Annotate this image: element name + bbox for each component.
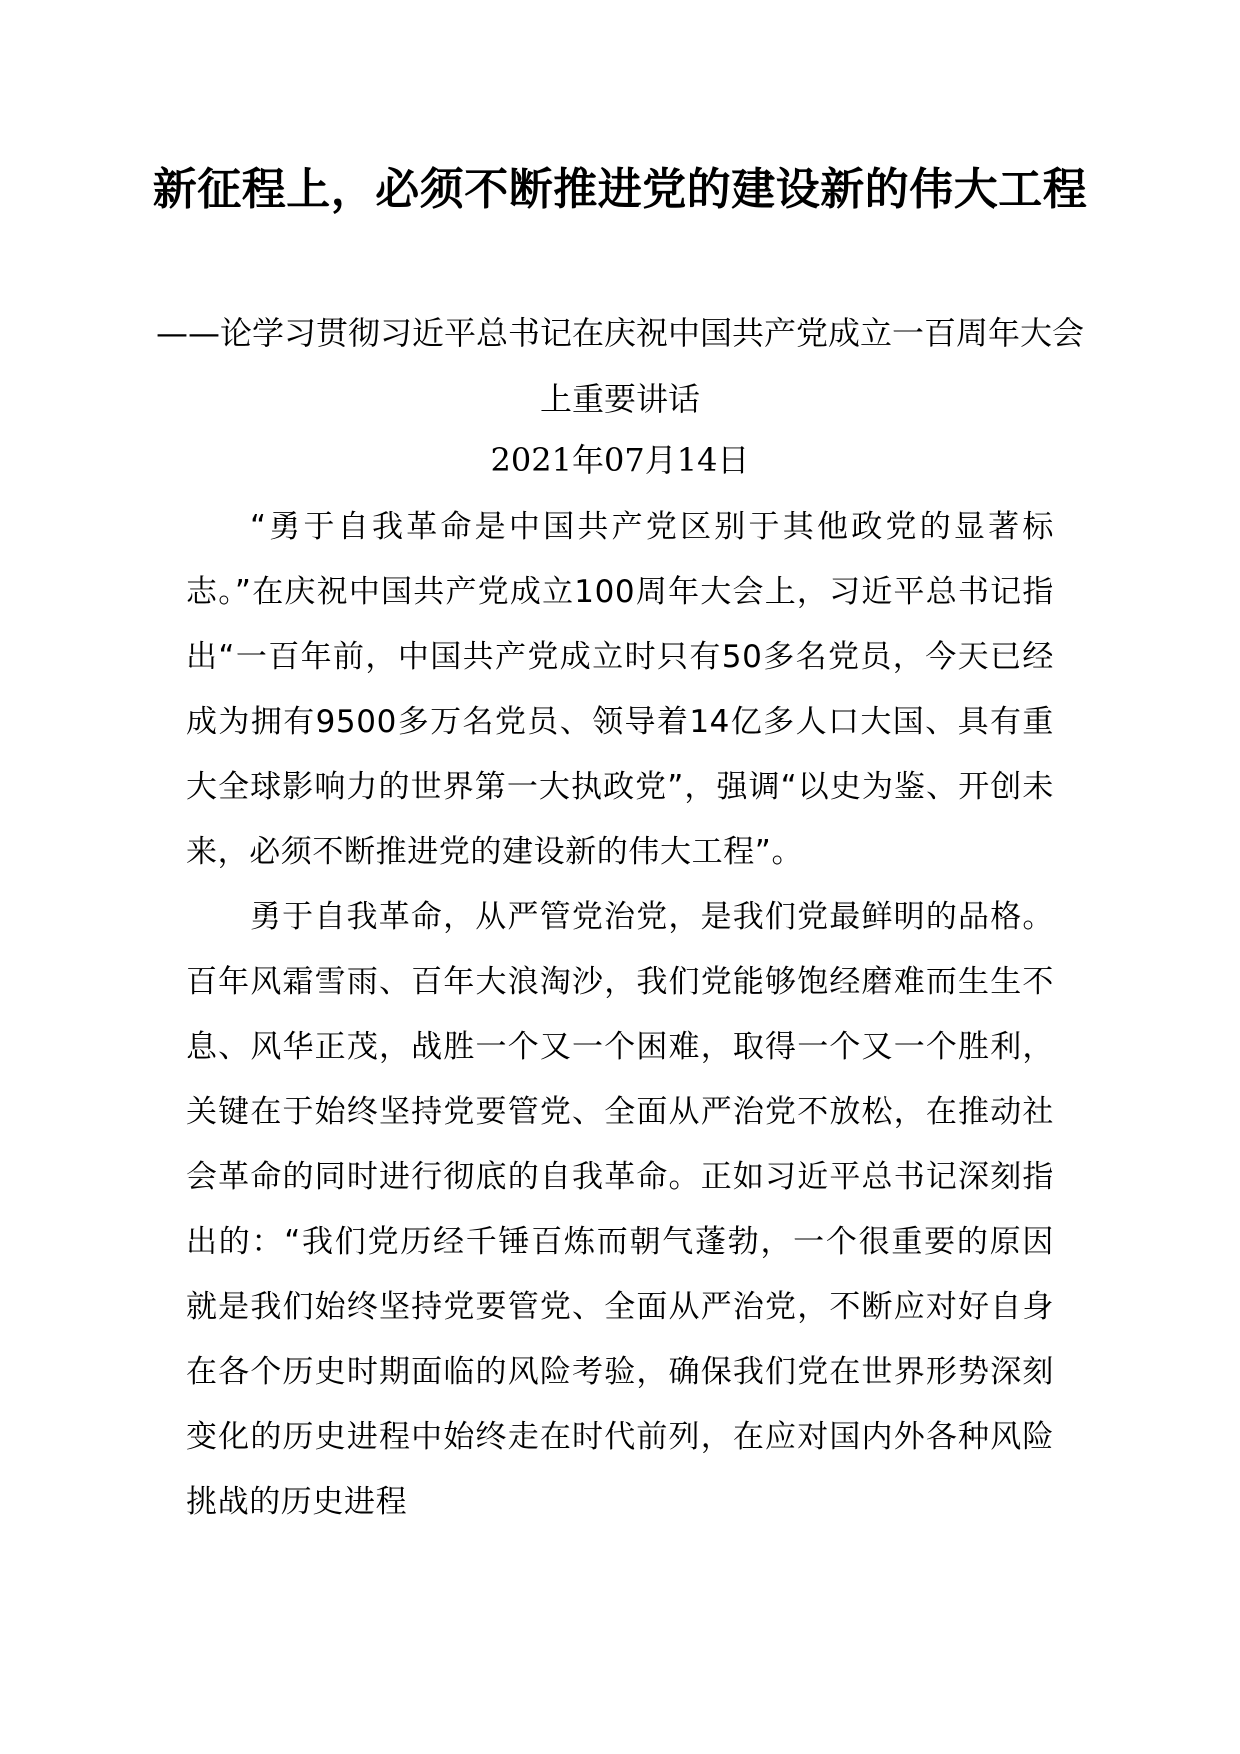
article-subtitle: ——论学习贯彻习近平总书记在庆祝中国共产党成立一百周年大会上重要讲话 — [155, 314, 1084, 418]
body-paragraph-2: 勇于自我革命，从严管党治党，是我们党最鲜明的品格。百年风霜雪雨、百年大浪淘沙，我们党能够饱经磨难而生生不息、风华正茂，战胜一个又一个困难，取得一个又一个胜利，关键在于始终坚持党要管党、全面从严治党不放松，在推动社会革命的同时进行彻底的自我革命。正如习近平总书记深刻指出的：“我们党历经千锤百炼而朝气蓬勃，一个很重要的原因就是我们始终坚持党要管党、全面从严治党，不断应对好自身在各个历史时期面临的风险考验，确保我们党在世界形势深刻变化的历史进程中始终走在时代前列，在应对国内外各种风险挑战的历史进程 — [186, 899, 1054, 1520]
article-date: 2021年07月14日 — [490, 441, 750, 479]
article-body — [186, 495, 1054, 1535]
article-title: 新征程上，必须不断推进党的建设新的伟大工程 — [152, 164, 1088, 215]
body-paragraph-1: “勇于自我革命是中国共产党区别于其他政党的显著标志。”在庆祝中国共产党成立100周年大会上，习近平总书记指出“一百年前，中国共产党成立时只有50多名党员，今天已经成为拥有9500多万名党员、领导着14亿多人口大国、具有重大全球影响力的世界第一大执政党”，强调“以史为鉴、开创未来，必须不断推进党的建设新的伟大工程”。 — [186, 509, 1054, 870]
